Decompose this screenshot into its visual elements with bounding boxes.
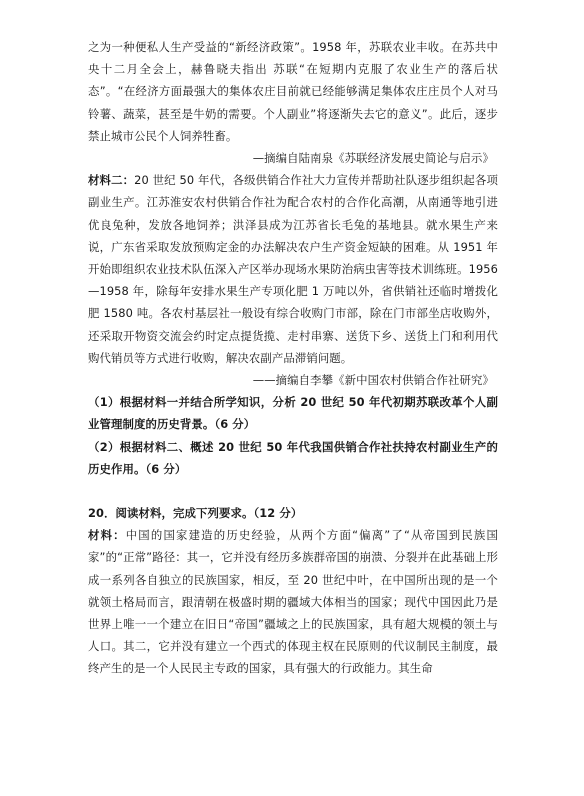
- question-20-material: [88, 524, 498, 679]
- document-page: [88, 36, 498, 680]
- section-spacer: [88, 480, 498, 502]
- question-20-text: 中国的国家建造的历史经验，从两个方面“偏离”了“从帝国到民族国家”的“正常”路径：其一，它并没有经历多族群帝国的崩溃、分裂并在此基础上形成一系列各自独立的民族国家，相反，至 20 世纪中叶，在中国所出现的是一个就领土格局而言，跟清朝在极盛时期的疆域大体相当的国家；现代中国因此乃是世界上唯一一个建立在旧日“帝国”疆域之上的民族国家，具有超大规模的领土与人口。其二，它并没有建立一个西式的体现主权在民原则的代议制民主制度，最终产生的是一个人民民主专政的国家，具有强大的行政能力。其生命: [88, 528, 498, 676]
- material2-source: ——摘编自李攀《新中国农村供销合作社研究》: [252, 373, 494, 388]
- question-19-1: （1）根据材料一并结合所学知识，分析 20 世纪 50 年代初期苏联改革个人副业管理制度的历史背景。（6 分）: [88, 395, 498, 432]
- material2-label: 材料二：: [88, 173, 135, 188]
- material1-paragraph: 之为一种便私人生产受益的“新经济政策”。1958 年，苏联农业丰收。在苏共中央十二月全会上，赫鲁晓夫指出 苏联“在短期内克服了农业生产的落后状态”。“在经济方面最强大的集体农庄目前就已经能够满足集体农庄庄员个人对马铃薯、蔬菜，甚至是牛奶的需要。个人副业”将逐渐失去它的意义”。此后，逐步禁止城市公民个人饲养牲畜。: [88, 40, 498, 143]
- material2-text: 20 世纪 50 年代，各级供销合作社大力宣传并帮助社队逐步组织起各项副业生产。江苏淮安农村供销合作社为配合农村的合作化高潮，从南通等地引进优良兔种，发放各地饲养；洪泽县成为江苏省长毛兔的基地县。就水果生产来说，广东省采取发放预购定金的办法解决农户生产资金短缺的困难。从 1951 年开始即组织农业技术队伍深入产区举办现场水果防治病虫害等技术训练班。1956—1958 年，除每年安排水果生产专项化肥 1 万吨以外，省供销社还临时增拨化肥 1580 吨。各农村基层社一般设有综合收购门市部，除在门市部坐店收购外，还采取开物资交流会约时定点提货揽、走村串寨、送货下乡、送货上门和利用代购代销员等方式进行收购，解决农副产品滞销问题。: [88, 173, 498, 365]
- question-20-heading: 20．阅读材料，完成下列要求。（12 分）: [88, 506, 303, 521]
- material1-source: —摘编自陆南泉《苏联经济发展史简论与启示》: [252, 151, 494, 166]
- question-19-2: （2）根据材料二、概述 20 世纪 50 年代我国供销合作社扶持农村副业生产的历史作用。（6 分）: [88, 439, 498, 476]
- question-20-label: 材料：: [88, 528, 126, 543]
- material2-paragraph: [88, 169, 498, 369]
